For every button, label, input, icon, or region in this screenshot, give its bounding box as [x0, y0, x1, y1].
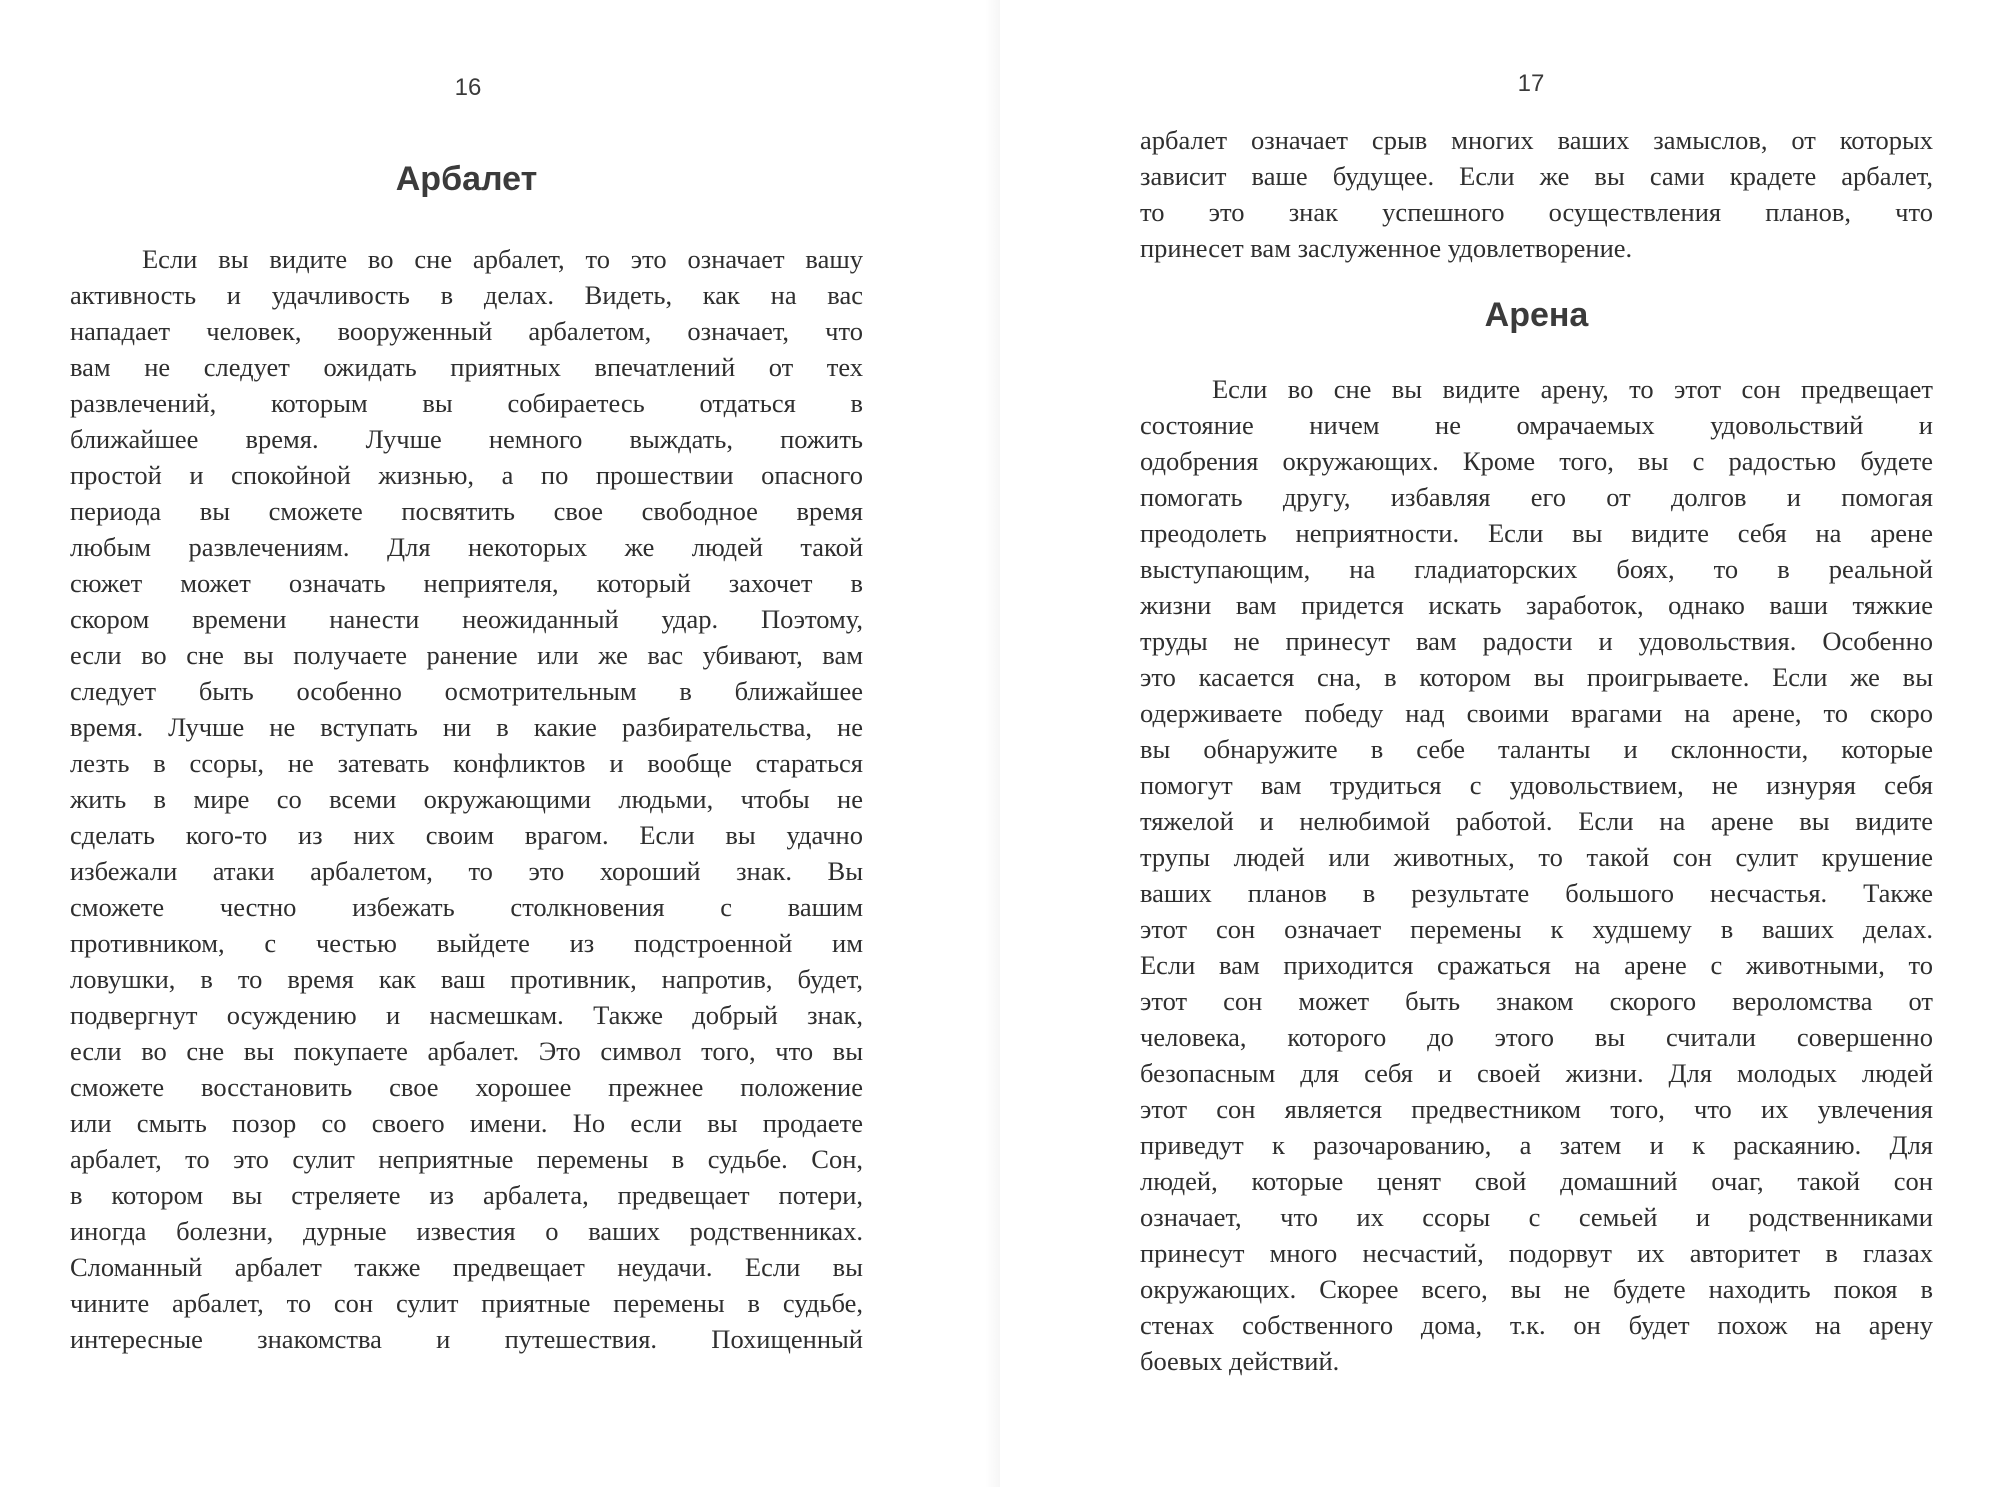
text-line: окружающих. Скорее всего, вы не будете находить покоя в: [1140, 1274, 1933, 1304]
text-line: ловушки, в то время как ваш противник, напротив, будет,: [70, 964, 863, 994]
text-line: сможете честно избежать столкновения с вашим: [70, 892, 863, 922]
text-line: этот сон может быть знаком скорого вероломства от: [1140, 986, 1933, 1016]
text-line: Если вы видите во сне арбалет, то это означает вашу: [142, 244, 863, 274]
right-page: [1000, 0, 2000, 1487]
text-line: сюжет может означать неприятеля, который захочет в: [70, 568, 863, 598]
text-line: арбалет означает срыв многих ваших замыслов, от которых: [1140, 125, 1933, 155]
text-line: иногда болезни, дурные известия о ваших родственниках.: [70, 1216, 863, 1246]
text-line: это касается сна, в котором вы проигрываете. Если же вы: [1140, 662, 1933, 692]
text-line: безопасным для себя и своей жизни. Для молодых людей: [1140, 1058, 1933, 1088]
text-line: Сломанный арбалет также предвещает неудачи. Если вы: [70, 1252, 863, 1282]
text-line: стенах собственного дома, т.к. он будет похож на арену: [1140, 1310, 1933, 1340]
text-line: состояние ничем не омрачаемых удовольствий и: [1140, 410, 1933, 440]
text-line: этот сон означает перемены к худшему в ваших делах.: [1140, 914, 1933, 944]
text-line: труды не принесут вам радости и удовольствия. Особенно: [1140, 626, 1933, 656]
text-line: или смыть позор со своего имени. Но если вы продаете: [70, 1108, 863, 1138]
text-line: следует быть особенно осмотрительным в ближайшее: [70, 676, 863, 706]
section-body-arbalet: [70, 241, 863, 1357]
text-line: сможете восстановить свое хорошее прежнее положение: [70, 1072, 863, 1102]
text-line: избежали атаки арбалетом, то это хороший знак. Вы: [70, 856, 863, 886]
text-line: принесут много несчастий, подорвут их авторитет в глазах: [1140, 1238, 1933, 1268]
text-line: арбалет, то это сулит неприятные перемены в судьбе. Сон,: [70, 1144, 863, 1174]
text-line: ваших планов в результате большого несчастья. Также: [1140, 878, 1933, 908]
text-line: приведут к разочарованию, а затем и к раскаянию. Для: [1140, 1130, 1933, 1160]
text-line: противником, с честью выйдете из подстроенной им: [70, 928, 863, 958]
text-line: то это знак успешного осуществления планов, что: [1140, 197, 1933, 227]
text-line: этот сон является предвестником того, что их увлечения: [1140, 1094, 1933, 1124]
text-line: активность и удачливость в делах. Видеть, как на вас: [70, 280, 863, 310]
text-line: принесет вам заслуженное удовлетворение.: [1140, 233, 1633, 263]
text-line: любым развлечениям. Для некоторых же людей такой: [70, 532, 863, 562]
text-line: жить в мире со всеми окружающими людьми, чтобы не: [70, 784, 863, 814]
text-line: тяжелой и нелюбимой работой. Если на арене вы видите: [1140, 806, 1933, 836]
text-line: вы обнаружите в себе таланты и склонности, которые: [1140, 734, 1933, 764]
text-line: жизни вам придется искать заработок, однако ваши тяжкие: [1140, 590, 1933, 620]
text-line: развлечений, которым вы собираетесь отдаться в: [70, 388, 863, 418]
text-line: Если вам приходится сражаться на арене с животными, то: [1140, 950, 1933, 980]
text-line: время. Лучше не вступать ни в какие разбирательства, не: [70, 712, 863, 742]
text-line: людей, которые ценят свой домашний очаг, такой сон: [1140, 1166, 1933, 1196]
section-heading-arena: Арена: [1484, 296, 1589, 334]
text-line: лезть в ссоры, не затевать конфликтов и вообще стараться: [70, 748, 863, 778]
section-heading-arbalet: Арбалет: [395, 160, 538, 198]
text-line: одерживаете победу над своими врагами на арене, то скоро: [1140, 698, 1933, 728]
text-line: вам не следует ожидать приятных впечатлений от тех: [70, 352, 863, 382]
text-line: помогать другу, избавляя его от долгов и помогая: [1140, 482, 1933, 512]
section-body-arbalet-continued: [1140, 122, 1933, 266]
text-line: одобрения окружающих. Кроме того, вы с радостью будете: [1140, 446, 1933, 476]
text-line: в котором вы стреляете из арбалета, предвещает потери,: [70, 1180, 863, 1210]
text-line: ближайшее время. Лучше немного выждать, пожить: [70, 424, 863, 454]
text-line: простой и спокойной жизнью, а по прошествии опасного: [70, 460, 863, 490]
text-line: интересные знакомства и путешествия. Похищенный: [70, 1324, 863, 1354]
text-line: Если во сне вы видите арену, то этот сон предвещает: [1212, 374, 1933, 404]
text-line: боевых действий.: [1140, 1346, 1340, 1376]
text-line: зависит ваше будущее. Если же вы сами крадете арбалет,: [1140, 161, 1933, 191]
text-line: если во сне вы покупаете арбалет. Это символ того, что вы: [70, 1036, 863, 1066]
text-line: преодолеть неприятности. Если вы видите себя на арене: [1140, 518, 1933, 548]
text-line: трупы людей или животных, то такой сон сулит крушение: [1140, 842, 1933, 872]
page-number: 17: [1517, 70, 1545, 97]
text-line: периода вы сможете посвятить свое свободное время: [70, 496, 863, 526]
text-line: если во сне вы получаете ранение или же вас убивают, вам: [70, 640, 863, 670]
text-line: подвергнут осуждению и насмешкам. Также добрый знак,: [70, 1000, 863, 1030]
text-line: сделать кого-то из них своим врагом. Если вы удачно: [70, 820, 863, 850]
text-line: помогут вам трудиться с удовольствием, не изнуряя себя: [1140, 770, 1933, 800]
section-body-arena: [1140, 371, 1933, 1379]
text-line: чините арбалет, то сон сулит приятные перемены в судьбе,: [70, 1288, 863, 1318]
text-line: выступающим, на гладиаторских боях, то в реальной: [1140, 554, 1933, 584]
text-line: нападает человек, вооруженный арбалетом, означает, что: [70, 316, 863, 346]
page-number: 16: [454, 74, 482, 101]
text-line: означает, что их ссоры с семьей и родственниками: [1140, 1202, 1933, 1232]
text-line: скором времени нанести неожиданный удар. Поэтому,: [70, 604, 863, 634]
text-line: человека, которого до этого вы считали совершенно: [1140, 1022, 1933, 1052]
